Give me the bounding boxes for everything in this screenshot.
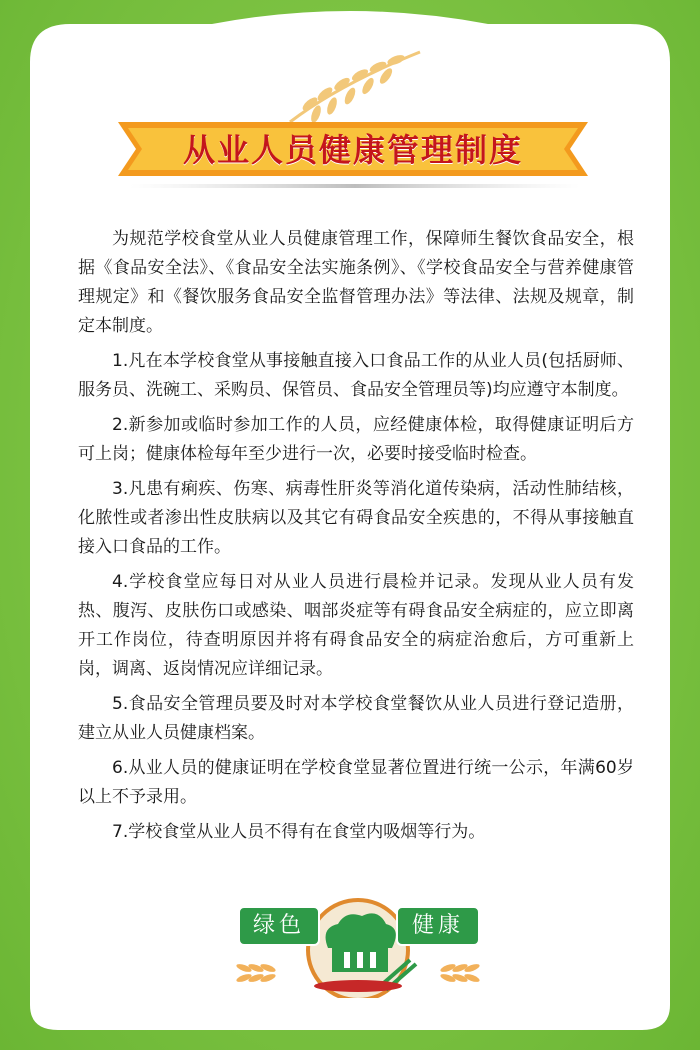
- clause-1: 1.凡在本学校食堂从事接触直接入口食品工作的从业人员(包括厨师、服务员、洗碗工、采购员、保管员、食品安全管理员等)均应遵守本制度。: [78, 351, 634, 400]
- clause-6: 6.从业人员的健康证明在学校食堂显著位置进行统一公示，年满60岁以上不予录用。: [78, 758, 634, 807]
- clause-7: 7.学校食堂从业人员不得有在食堂内吸烟等行为。: [112, 822, 486, 842]
- clause-3: 3.凡患有痢疾、伤寒、病毒性肝炎等消化道传染病，活动性肺结核，化脓性或者渗出性皮肤病以及其它有碍食品安全疾患的，不得从事接触直接入口食品的工作。: [78, 479, 634, 557]
- badge-left-label: 绿色: [238, 906, 320, 946]
- clause-2: 2.新参加或临时参加工作的人员，应经健康体检，取得健康证明后方可上岗；健康体检每年至少进行一次，必要时接受临时检查。: [78, 415, 634, 464]
- page-title: 从业人员健康管理制度: [182, 131, 523, 169]
- badge-right-label: 健康: [396, 906, 480, 946]
- clause-4: 4.学校食堂应每日对从业人员进行晨检并记录。发现从业人员有发热、腹泻、皮肤伤口或感染、咽部炎症等有碍食品安全病症的，应立即离开工作岗位，待查明原因并将有碍食品安全的病症治愈后，方可重新上岗，调离、返岗情况应详细记录。: [78, 572, 634, 679]
- wheat-icon: [270, 44, 430, 124]
- clause-5: 5.食品安全管理员要及时对本学校食堂餐饮从业人员进行登记造册，建立从业人员健康档案。: [78, 694, 634, 743]
- title-underline: [130, 183, 580, 189]
- intro-paragraph: 为规范学校食堂从业人员健康管理工作，保障师生餐饮食品安全，根据《食品安全法》、《食品安全法实施条例》、《学校食品安全与营养健康管理规定》和《餐饮服务食品安全监督管理办法》等法律、法规及规章，制定本制度。: [78, 229, 634, 336]
- regulation-content: [78, 225, 634, 853]
